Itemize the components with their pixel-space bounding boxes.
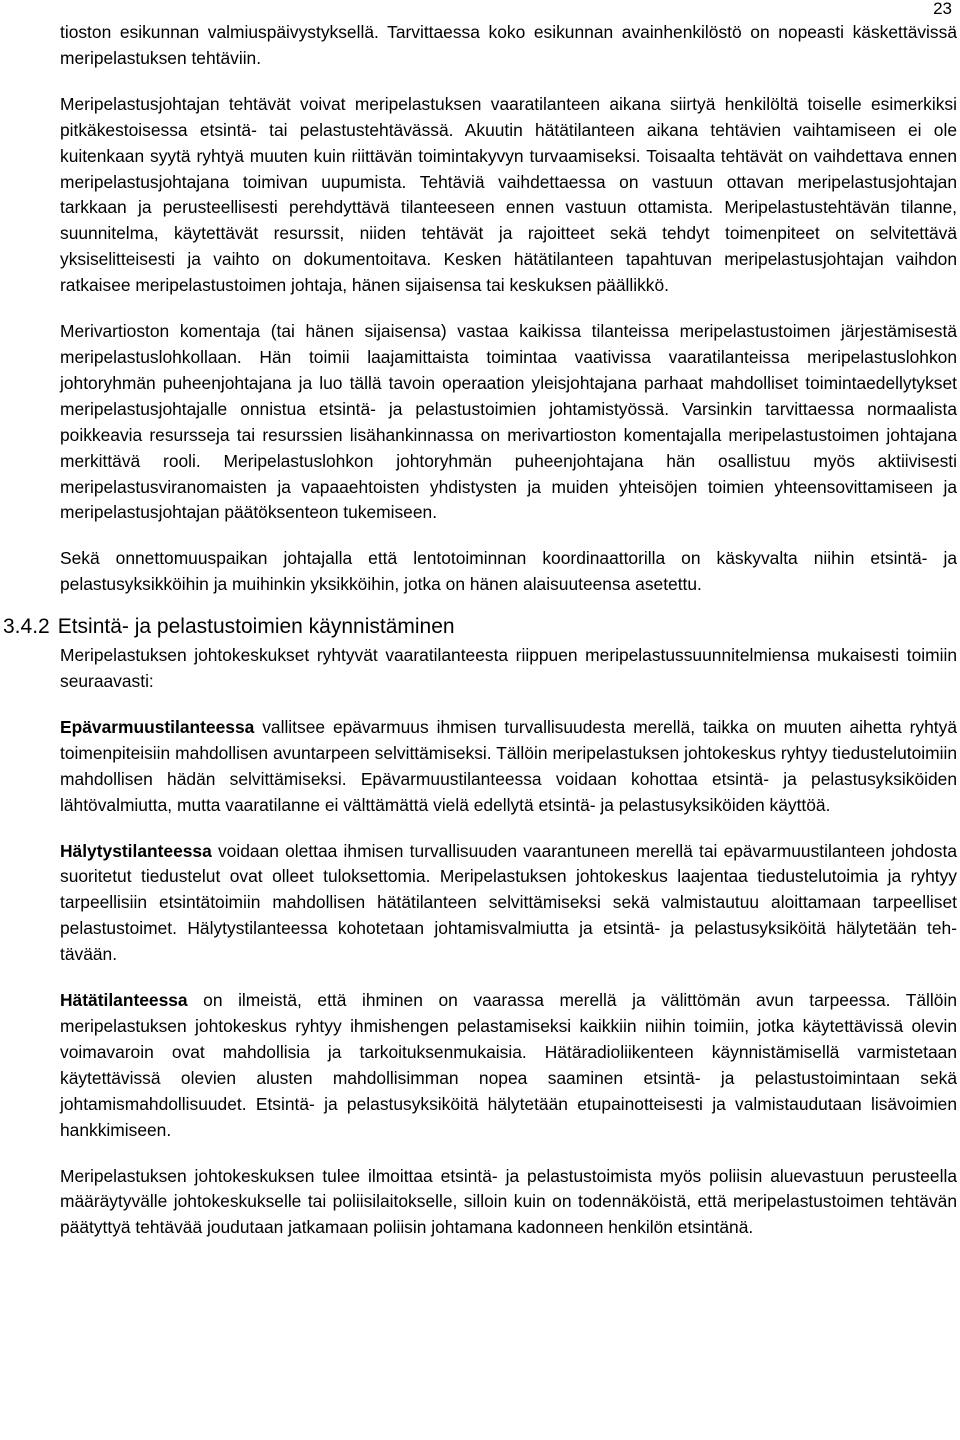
paragraph: Sekä onnettomuuspaikan johtajalla että lentotoiminnan koordinaattorilla on käskyvalta niihin etsintä- ja pelastusyksikköihin ja muihinkin yksikköihin, jotka on hänen alaisuuteensa asetettu. — [60, 548, 957, 595]
section-heading — [3, 614, 957, 640]
closing-paragraph: Meripelastuksen johtokeskuksen tulee ilmoittaa etsintä- ja pelastustoimista myös poliisin aluevastuun perusteella määräytyvälle johtokeskukselle tai poliisilaitokselle, silloin kuin on todennäköistä, että meripelastustoimen tehtävän päätyttyä tehtävää joudutaan jatkamaan poliisin johtamana kadonneen henkilön etsintänä. — [60, 1165, 957, 1238]
phase-paragraph-alert — [60, 839, 957, 969]
paragraph: Meripelastusjohtajan tehtävät voivat meripelastuksen vaaratilanteen aikana siirtyä henkilöltä toiselle esimerkiksi pitkäkestoisessa etsintä- tai pelastustehtävässä. Akuutin hätätilanteen aikana tehtävien vaihtamiseen ei ole kuitenkaan syytä ryhtyä muuten kuin riittävän toimintakyvyn turvaamiseksi. Toisaalta tehtävät on vaihdettava ennen meripelastusjohtajana toimivan uupumista. Tehtäviä vaihdettaessa on vastuun ottavan meripelastusjohtajan tarkkaan ja perusteellisesti perehdyttävä tilanteeseen ennen vastuun ottamista. Meripelastustehtävän tilanne, suunnitelma, käytettävät resurssit, niiden tehtävät ja rajoitteet sekä tehdyt toimenpiteet on selvitettävä yksiselitteisesti ja vaihto on dokumentoitava. Kesken hätätilanteen tapahtuvan meripelastusjohtajan vaihdon ratkaisee meripelastustoimen johtaja, hänen sijaisensa tai keskuksen päällikkö. — [60, 93, 957, 296]
section-number: 3.4.2 — [3, 615, 50, 639]
paragraph: tioston esikunnan valmiuspäivystyksellä. Tarvittaessa koko esikunnan avainhenkilöstö on nopeasti käskettävissä meripelastuksen tehtäviin. — [60, 22, 957, 68]
section-title: Etsintä- ja pelastustoimien käynnistäminen — [57, 615, 455, 639]
phase-text: vallitsee epävarmuus ihmisen turvallisuudesta merellä, taikka on muuten aihetta ryhtyä toimenpiteisiin mahdollisen avuntarpeen selvittämiseksi. Tällöin meripelastuksen johtokeskus ryhtyy tiedustelutoimiin mahdollisen hädän selvittämiseksi. Epävarmuustilanteessa voidaan kohottaa etsintä- ja pelastusyksiköiden lähtövalmiutta, mutta vaaratilanne ei välttämättä vielä edellytä etsintä- ja pelastusyksiköiden käyttöä. — [60, 716, 957, 815]
phase-term: Hätätilanteessa — [60, 990, 188, 1011]
page-number: 23 — [933, 0, 952, 18]
phase-term: Hälytystilanteessa — [60, 840, 212, 861]
phase-paragraph-uncertainty — [60, 715, 957, 819]
phase-term: Epävarmuustilanteessa — [60, 716, 255, 737]
phase-paragraph-distress — [60, 988, 957, 1143]
intro-paragraph: Meripelastuksen johtokeskukset ryhtyvät vaaratilanteesta riippuen meripelastussuunnitelmiensa mukaisesti toimiin seuraavasti: — [60, 645, 957, 692]
phase-text: on ilmeistä, että ihminen on vaarassa merellä ja välittömän avun tarpeessa. Tällöin meripelastuksen johtokeskus ryhtyy ihmishengen pelastamiseksi kaikkiin niihin toimiin, jotka käytettävissä olevin voimavaroin ovat mahdollisia ja tarkoituksenmukaisia. Hätäradioliikenteen käynnistämisellä varmistetaan käytettävissä olevien alusten mahdollisimman nopea saaminen etsintä- ja pelastustoimintaan sekä johtamismahdollisuudet. Etsintä- ja pelastusyksiköitä hälytetään etupainotteisesti ja valmistaudutaan lisävoimien hankkimiseen. — [60, 990, 957, 1140]
paragraph: Merivartioston komentaja (tai hänen sijaisensa) vastaa kaikissa tilanteissa meripelastustoimen järjestämisestä meripelastuslohkollaan. Hän toimii laajamittaista toimintaa vaativissa vaaratilanteissa meripelastuslohkon johtoryhmän puheenjohtajana ja luo tällä tavoin operaation yleisjohtajana parhaat mahdolliset toimintaedellytykset meripelastusjohtajalle onnistua etsintä- ja pelastustoimien johtamistyössä. Varsinkin tarvittaessa normaalista poikkeavia resursseja tai resurssien lisähankinnassa on merivartioston komentajalla meripelastustoimen johtajana merkittävä rooli. Meripelastuslohkon johtoryhmän puheenjohtajana hän osallistuu myös aktiivisesti meripelastusviranomaisten ja vapaaehtoisten yhdistysten ja muiden yhteisöjen toimien yhteensovittamiseen ja meripelastusjohtajan päätöksenteon tukemiseen. — [60, 321, 957, 523]
document-body — [3, 20, 957, 1241]
phase-text: voidaan olettaa ihmisen turvallisuuden vaarantuneen merellä tai epävarmuustilanteen johdosta suoritetut tiedustelut ovat olleet tuloksettomia. Meripelastuksen johtokeskus laajentaa tiedustelutoimia ja ryhtyy tarpeellisiin etsintätoimiin mahdollisen hätätilanteen selvittämiseksi sekä valmistautuu aloittamaan tarpeelliset pelastustoimet. Hälytystilanteessa kohotetaan johtamisvalmiutta ja etsintä- ja pelastusyksiköitä hälytetään tehtävään. — [60, 840, 957, 965]
